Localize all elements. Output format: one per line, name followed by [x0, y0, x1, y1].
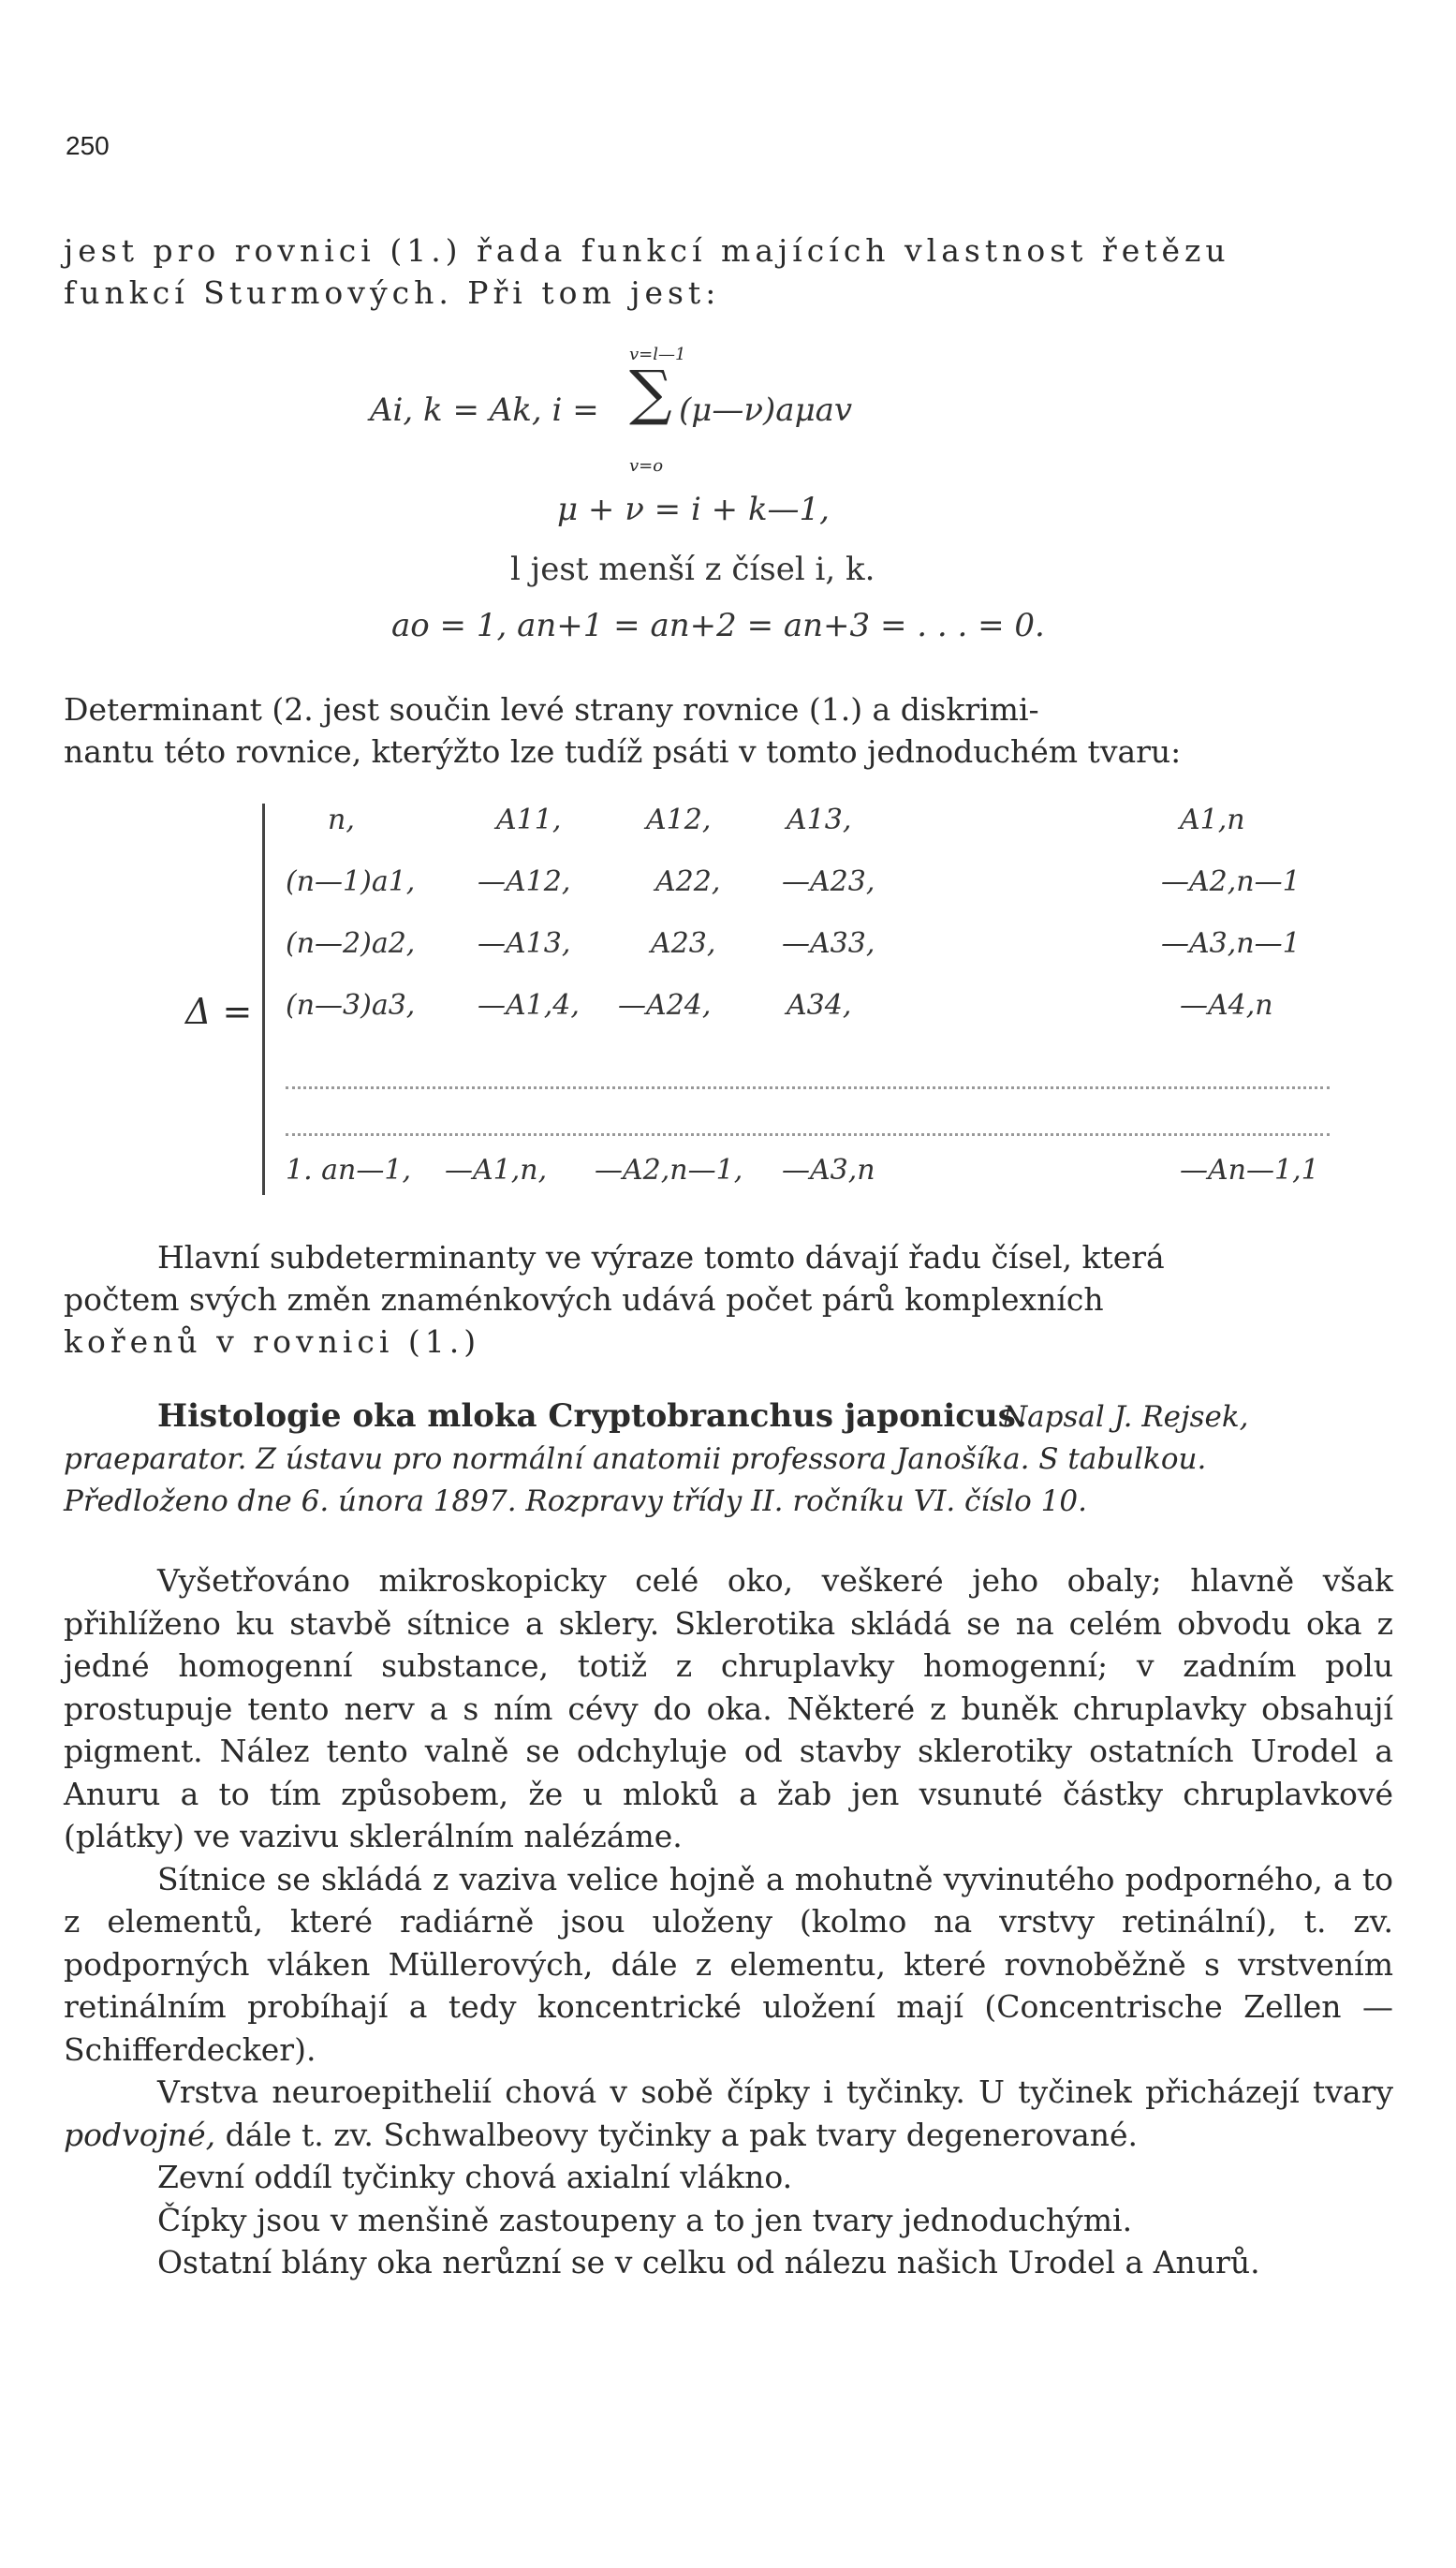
article-title: Histologie oka mloka Cryptobranchus japonicus.	[157, 1397, 1027, 1435]
determinant-cell: —A3,n—1	[1161, 927, 1301, 960]
determinant-cell: —A1,n,	[445, 1154, 548, 1187]
determinant-cell: 1. an—1,	[286, 1154, 411, 1187]
intro-paragraph	[64, 229, 1393, 314]
determinant-cell: A12,	[646, 804, 712, 836]
equation-4: ao = 1, an+1 = an+2 = an+3 = . . . = 0.	[391, 607, 1045, 644]
subdeterminants-paragraph	[64, 1236, 1393, 1363]
determinant-cell: A34,	[787, 989, 852, 1022]
article-body	[64, 1559, 1393, 2284]
paragraph-neuroepithelium-b: dále t. zv. Schwalbeovy tyčinky a pak tvary degenerované.	[225, 2116, 1139, 2153]
determinant-cell: (n—3)a3,	[286, 989, 416, 1022]
determinant-intro	[64, 688, 1393, 773]
determinant-cell: —A12,	[478, 865, 571, 898]
determinant-cell: —A2,n—1	[1161, 865, 1301, 898]
paragraph-cones: Čípky jsou v menšině zastoupeny a to jen tvary jednoduchými.	[157, 2201, 1133, 2238]
sigma-symbol: ∑	[629, 359, 672, 428]
determinant-cell: —A24,	[618, 989, 712, 1022]
determinant-cell: —A4,n	[1180, 989, 1273, 1022]
page-number: 250	[66, 131, 110, 160]
determinant-cell: —A23,	[782, 865, 875, 898]
determinant-intro-line-1: Determinant (2. jest součin levé strany rovnice (1.) a diskrimi-	[64, 691, 1039, 728]
determinant-label: Δ =	[185, 991, 253, 1032]
determinant-cell: —A13,	[478, 927, 571, 960]
determinant-bar	[262, 804, 265, 1195]
intro-line-2: funkcí Sturmových. Při tom jest:	[64, 274, 721, 311]
equation-3: l jest menší z čísel i, k.	[510, 551, 875, 588]
paragraph-neuroepithelium-italic: podvojné,	[64, 2116, 216, 2153]
paragraph-neuroepithelium-a: Vrstva neuroepithelií chová v sobě čípky i tyčinky. U tyčinek přicházejí tvary	[157, 2074, 1393, 2110]
determinant-cell: —A1,4,	[478, 989, 580, 1022]
determinant-dots-row	[286, 1133, 1330, 1136]
determinant-cell: —A33,	[782, 927, 875, 960]
subdeterminants-line-2: počtem svých změn znaménkových udává počet párů komplexních	[64, 1281, 1104, 1318]
article-credit-line-2: praeparator. Z ústavu pro normální anatomii professora Janošíka. S tabulkou.	[64, 1442, 1207, 1476]
determinant-cell: —A3,n	[782, 1154, 875, 1187]
determinant-cell: n,	[328, 804, 355, 836]
article-author: Napsal J. Rejsek,	[1002, 1400, 1249, 1434]
intro-line-1: jest pro rovnici (1.) řada funkcí majících vlastnost řetězu	[64, 232, 1230, 269]
determinant-cell: A22,	[655, 865, 721, 898]
paragraph-sclera: Vyšetřováno mikroskopicky celé oko, veškeré jeho obaly; hlavně však přihlíženo ku stavbě sítnice a sklery. Sklerotika skládá se na celém obvodu oka z jedné homogenní substance, totiž z chruplavky homogenní; v zadním polu prostupuje tento nerv a s ním cévy do oka. Některé z buněk chruplavky obsahují pigment. Nález tento valně se odchyluje od stavby sklerotiky ostatních Urodel a Anuru a to tím způsobem, že u mloků a žab jen vsunuté částky chruplavkové (plátky) ve vazivu sklerálním nalézáme.	[64, 1562, 1393, 1854]
equation-1-left: Ai, k = Ak, i =	[370, 391, 599, 429]
paragraph-retina: Sítnice se skládá z vaziva velice hojně a mohutně vyvinutého podporného, a to z elementů, které radiárně jsou uloženy (kolmo na vrstvy retinální), t. zv. podporných vláken Müllerových, dále z elementu, které rovnoběžně s vrstvením retinálním probíhají a tedy koncentrické uložení mají (Concentrische Zellen — Schifferdecker).	[64, 1860, 1393, 2068]
determinant-cell: A23,	[651, 927, 716, 960]
paragraph-neuroepithelium	[64, 2071, 1393, 2156]
determinant-cell: A11,	[496, 804, 562, 836]
determinant-dots-row	[286, 1086, 1330, 1089]
article-credit-line-3: Předloženo dne 6. února 1897. Rozpravy třídy II. ročníku VI. číslo 10.	[64, 1484, 1087, 1518]
subdeterminants-line-3: kořenů v rovnici (1.)	[64, 1323, 481, 1360]
sum-lower-limit: v=o	[629, 456, 664, 476]
determinant-cell: —An—1,1	[1180, 1154, 1319, 1187]
equation-2: μ + ν = i + k—1,	[557, 491, 830, 528]
subdeterminants-line-1: Hlavní subdeterminanty ve výraze tomto dávají řadu čísel, která	[157, 1239, 1165, 1276]
determinant-cell: —A2,n—1,	[595, 1154, 743, 1187]
determinant-cell: (n—1)a1,	[286, 865, 416, 898]
determinant-intro-line-2: nantu této rovnice, kterýžto lze tudíž psáti v tomto jednoduchém tvaru:	[64, 733, 1182, 770]
paragraph-rod-segment: Zevní oddíl tyčinky chová axialní vlákno.	[157, 2159, 793, 2195]
paragraph-other-membranes: Ostatní blány oka nerůzní se v celku od nálezu našich Urodel a Anurů.	[157, 2244, 1260, 2280]
sum-upper-limit: v=l—1	[629, 345, 686, 364]
determinant-cell: A13,	[787, 804, 852, 836]
determinant-cell: (n—2)a2,	[286, 927, 416, 960]
equation-1-right: (μ—ν)aμav	[679, 391, 853, 429]
determinant-cell: A1,n	[1180, 804, 1245, 836]
